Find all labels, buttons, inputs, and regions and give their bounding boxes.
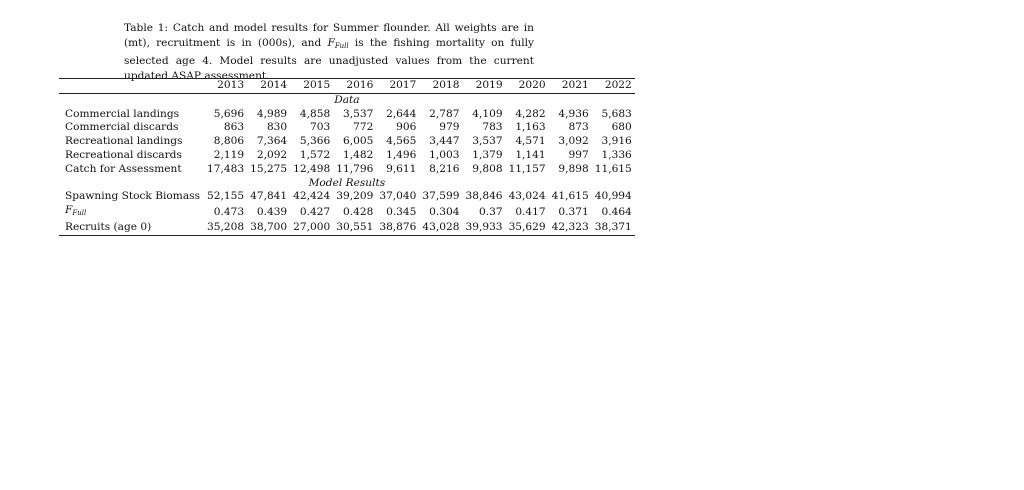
value-cell: 1,141 (515, 148, 546, 161)
caption-suffix: is the fishing mortality on fully selected age 4. Model results are unadjusted values from the current updated ASAP assessment. (124, 36, 534, 82)
table-row (59, 204, 635, 221)
table-row (59, 221, 635, 235)
year-header: 2014 (247, 79, 290, 94)
value-cell: 2,644 (386, 107, 417, 120)
header-row (59, 79, 635, 94)
value-cell: 2,119 (213, 148, 245, 161)
value-cell: 863 (223, 121, 245, 134)
ffull-main: F (65, 204, 73, 217)
value-cell: 37,599 (422, 190, 460, 203)
value-cell: 11,157 (508, 162, 546, 175)
value-cell: 30,551 (336, 220, 374, 233)
value-cell: 3,092 (558, 135, 589, 148)
year-header: 2015 (290, 79, 333, 94)
value-cell: 873 (568, 121, 589, 134)
value-cell: 772 (353, 121, 374, 134)
value-cell: 2,787 (429, 107, 460, 120)
year-header: 2019 (462, 79, 505, 94)
table-header (59, 79, 635, 94)
value-cell: 906 (396, 121, 417, 134)
value-cell: 38,876 (379, 220, 417, 233)
value-cell: 0.427 (299, 205, 331, 218)
value-cell: 1,482 (343, 148, 374, 161)
row-label: Recreational discards (65, 148, 182, 161)
value-cell: 5,696 (213, 107, 245, 120)
year-header: 2020 (506, 79, 549, 94)
value-cell: 9,611 (386, 162, 417, 175)
value-cell: 680 (611, 121, 632, 134)
value-cell: 783 (482, 121, 503, 134)
value-cell: 5,366 (299, 135, 331, 148)
value-cell: 39,209 (336, 190, 374, 203)
table-row (59, 108, 635, 122)
value-cell: 4,858 (299, 107, 331, 120)
row-label: Commercial discards (65, 121, 179, 134)
results-table (59, 78, 635, 236)
value-cell: 4,109 (472, 107, 503, 120)
value-cell: 38,371 (594, 220, 632, 233)
section-header-row (59, 177, 635, 191)
table-row (59, 135, 635, 149)
value-cell: 4,936 (558, 107, 589, 120)
ffull-symbol (65, 204, 86, 216)
year-header: 2021 (549, 79, 592, 94)
value-cell: 3,916 (601, 135, 632, 148)
value-cell: 4,571 (515, 135, 546, 148)
value-cell: 4,282 (515, 107, 546, 120)
section-title: Data (334, 93, 360, 106)
row-label: Recreational landings (65, 135, 183, 148)
value-cell: 0.37 (478, 205, 503, 218)
value-cell: 42,323 (551, 220, 589, 233)
value-cell: 6,005 (343, 135, 374, 148)
table-caption (124, 21, 534, 84)
caption-ffull-main: F (327, 36, 335, 49)
table-row (59, 163, 635, 177)
value-cell: 11,796 (336, 162, 374, 175)
value-cell: 37,040 (379, 190, 417, 203)
value-cell: 47,841 (250, 190, 288, 203)
value-cell: 12,498 (293, 162, 331, 175)
value-cell: 0.304 (429, 205, 460, 218)
value-cell: 1,336 (601, 148, 632, 161)
value-cell: 2,092 (256, 148, 288, 161)
value-cell: 1,496 (386, 148, 417, 161)
row-label: Recruits (age 0) (65, 220, 152, 233)
value-cell: 35,629 (508, 220, 546, 233)
caption-ffull-subscript: Full (334, 41, 349, 50)
value-cell: 997 (568, 148, 589, 161)
section-title: Model Results (308, 176, 386, 189)
value-cell: 39,933 (465, 220, 503, 233)
value-cell: 8,216 (429, 162, 460, 175)
value-cell: 9,898 (558, 162, 589, 175)
year-header: 2016 (333, 79, 376, 94)
row-label (59, 204, 204, 221)
value-cell: 0.428 (343, 205, 374, 218)
value-cell: 0.464 (601, 205, 632, 218)
value-cell: 0.473 (213, 205, 245, 218)
year-header: 2022 (592, 79, 635, 94)
value-cell: 8,806 (213, 135, 245, 148)
value-cell: 43,028 (422, 220, 460, 233)
table-row (59, 190, 635, 204)
section-header-row (59, 93, 635, 107)
value-cell: 15,275 (250, 162, 288, 175)
value-cell: 3,537 (472, 135, 503, 148)
value-cell: 27,000 (293, 220, 331, 233)
table-body (59, 93, 635, 235)
value-cell: 41,615 (551, 190, 589, 203)
caption-prefix: Table 1: Catch and model results for Summer flounder. All weights are in (mt), recruitment is in (000s), and (124, 21, 534, 49)
value-cell: 42,424 (293, 190, 331, 203)
value-cell: 4,989 (256, 107, 288, 120)
value-cell: 0.417 (515, 205, 546, 218)
year-header: 2013 (204, 79, 247, 94)
value-cell: 38,846 (465, 190, 503, 203)
row-label: Catch for Assessment (65, 162, 182, 175)
value-cell: 830 (266, 121, 288, 134)
value-cell: 3,447 (429, 135, 460, 148)
value-cell: 4,565 (386, 135, 417, 148)
value-cell: 0.371 (558, 205, 589, 218)
table-row (59, 149, 635, 163)
ffull-subscript: Full (72, 209, 87, 218)
value-cell: 703 (310, 121, 331, 134)
value-cell: 43,024 (508, 190, 546, 203)
value-cell: 17,483 (207, 162, 245, 175)
value-cell: 1,379 (472, 148, 503, 161)
row-label: Spawning Stock Biomass (65, 190, 201, 203)
value-cell: 979 (439, 121, 460, 134)
value-cell: 9,808 (472, 162, 503, 175)
value-cell: 5,683 (601, 107, 632, 120)
value-cell: 0.439 (256, 205, 288, 218)
year-header: 2018 (419, 79, 462, 94)
table-row (59, 121, 635, 135)
value-cell: 38,700 (250, 220, 288, 233)
value-cell: 3,537 (343, 107, 374, 120)
value-cell: 7,364 (256, 135, 288, 148)
value-cell: 1,003 (429, 148, 460, 161)
value-cell: 0.345 (386, 205, 417, 218)
value-cell: 40,994 (594, 190, 632, 203)
value-cell: 35,208 (207, 220, 245, 233)
value-cell: 1,163 (515, 121, 546, 134)
value-cell: 1,572 (299, 148, 331, 161)
year-header: 2017 (376, 79, 419, 94)
caption-ffull-symbol (327, 37, 348, 49)
value-cell: 11,615 (594, 162, 632, 175)
row-label: Commercial landings (65, 107, 180, 120)
header-label-cell (59, 79, 204, 94)
value-cell: 52,155 (207, 190, 245, 203)
